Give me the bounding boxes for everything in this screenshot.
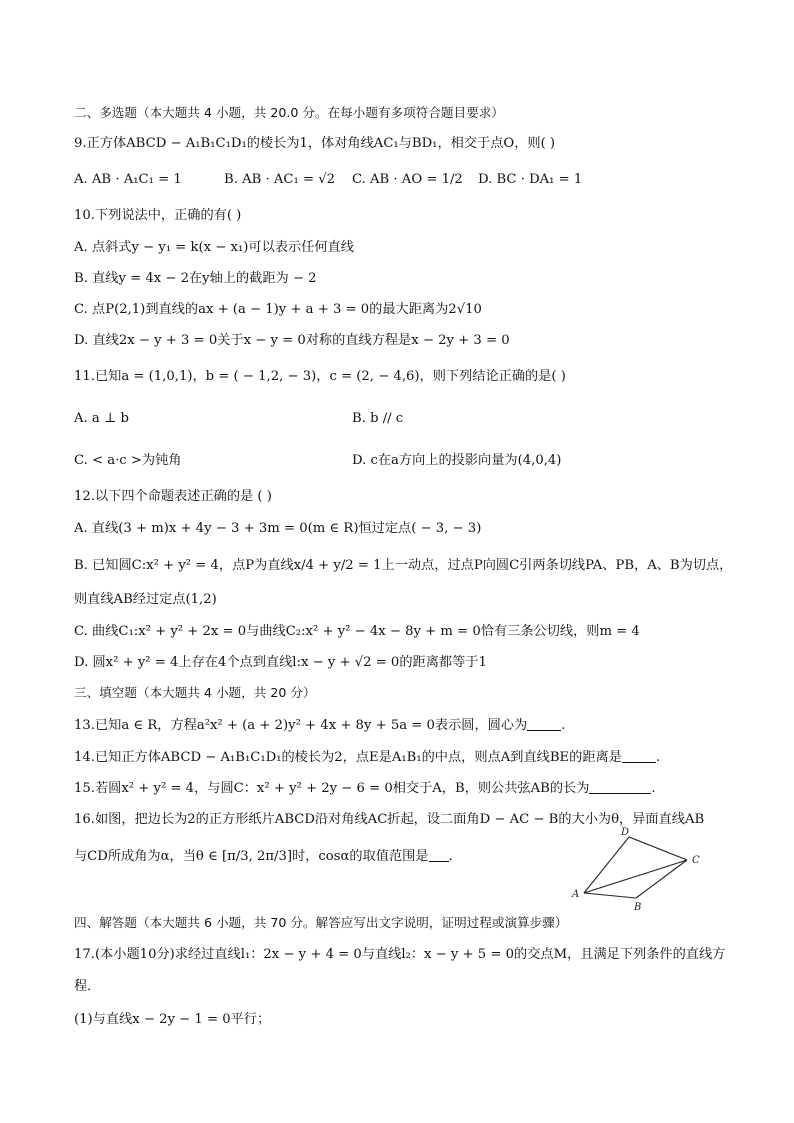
question-16-line2-text: 与CD所成角为α，当θ ∈ [π/3, 2π/3]时，cosα的取值范围是 [74,849,429,864]
question-16-line2 [74,847,453,866]
q12-option-a: A. 直线(3 + m)x + 4y − 3 + 3m = 0(m ∈ R)恒过定点( − 3, − 3) [74,521,482,536]
q10-option-d: D. 直线2x − y + 3 = 0关于x − y = 0对称的直线方程是x − 2y + 3 = 0 [74,333,510,348]
answer-blank [527,716,561,731]
q9-option-d: D. BC · DA₁ = 1 [478,172,583,187]
answer-blank [589,779,651,794]
vertex-label-a: A [572,889,580,900]
question-11-stem: 11.已知a = (1,0,1)，b = ( − 1,2, − 3)，c = (2, − 4,6)，则下列结论正确的是( ) [74,369,566,384]
vertex-label-c: C [692,855,700,866]
question-14 [74,748,660,767]
q12-option-b-continued: 则直线AB经过定点(1,2) [74,592,217,607]
q9-option-c: C. AB · AO = 1/2 [352,172,463,187]
answer-blank [622,748,656,763]
question-13-stem: 13.已知a ∈ R，方程a²x² + (a + 2)y² + 4x + 8y + 5a = 0表示圆，圆心为 [74,718,528,733]
q9-option-a: A. AB · A₁C₁ = 1 [74,172,182,187]
question-13-tail: . [561,718,566,733]
question-14-stem: 14.已知正方体ABCD − A₁B₁C₁D₁的棱长为2，点E是A₁B₁的中点，则点A到直线BE的距离是 [74,750,622,765]
question-12-stem: 12.以下四个命题表述正确的是 ( ) [74,489,272,504]
q11-option-c: C. < a·c >为钝角 [74,453,182,468]
section-title-fill-in: 三、填空题（本大题共 4 小题，共 20 分） [74,685,316,700]
question-13 [74,716,565,735]
question-10-stem: 10.下列说法中，正确的有( ) [74,208,242,223]
vertex-label-d: D [621,827,630,838]
question-9-stem: 9.正方体ABCD − A₁B₁C₁D₁的棱长为1，体对角线AC₁与BD₁，相交于点O，则( ) [74,136,556,151]
folded-square-figure [568,826,716,912]
q10-option-a: A. 点斜式y − y₁ = k(x − x₁)可以表示任何直线 [74,240,354,255]
q12-option-d: D. 圆x² + y² = 4上存在4个点到直线l:x − y + √2 = 0的距离都等于1 [74,655,487,670]
q11-option-a: A. a ⊥ b [74,411,129,426]
section-title-answer: 四、解答题（本大题共 6 小题，共 70 分。解答应写出文字说明，证明过程或演算步骤） [74,915,568,930]
question-15 [74,779,656,798]
question-17-line2: 程． [74,979,101,994]
question-16-stem: 16.如图，把边长为2的正方形纸片ABCD沿对角线AC折起，设二面角D − AC − B的大小为θ，异面直线AB [74,812,705,827]
question-15-stem: 15.若圆x² + y² = 4，与圆C：x² + y² + 2y − 6 = 0相交于A，B，则公共弦AB的长为 [74,781,590,796]
answer-blank [429,847,449,862]
q10-option-c: C. 点P(2,1)到直线的ax + (a − 1)y + a + 3 = 0的最大距离为2√10 [74,302,482,317]
edge-ab [584,893,636,898]
q11-option-b: B. b // c [352,411,404,426]
q11-option-d: D. c在a方向上的投影向量为(4,0,4) [352,453,562,468]
q12-option-c: C. 曲线C₁:x² + y² + 2x = 0与曲线C₂:x² + y² − 4x − 8y + m = 0恰有三条公切线，则m = 4 [74,624,640,639]
question-17-stem: 17.(本小题10分)求经过直线l₁：2x − y + 4 = 0与直线l₂：x − y + 5 = 0的交点M，且满足下列条件的直线方 [74,947,726,962]
edge-ac [584,860,687,893]
edge-ad [584,837,629,893]
q10-option-b: B. 直线y = 4x − 2在y轴上的截距为 − 2 [74,271,317,286]
section-title-multiple-choice: 二、多选题（本大题共 4 小题，共 20.0 分。在每小题有多项符合题目要求） [74,105,504,120]
vertex-label-b: B [634,902,642,912]
question-14-tail: . [655,750,661,765]
q9-option-b: B. AB · AC₁ = √2 [224,172,335,187]
q12-option-b: B. 已知圆C:x² + y² = 4，点P为直线x/4 + y/2 = 1上一动点，过点P向圆C引两条切线PA、PB，A、B为切点， [74,558,733,573]
question-16-tail: . [448,849,453,864]
question-17-part1: (1)与直线x − 2y − 1 = 0平行； [74,1012,271,1027]
edge-bc [636,860,687,898]
question-15-tail: . [651,781,656,796]
edge-dc [629,837,687,860]
